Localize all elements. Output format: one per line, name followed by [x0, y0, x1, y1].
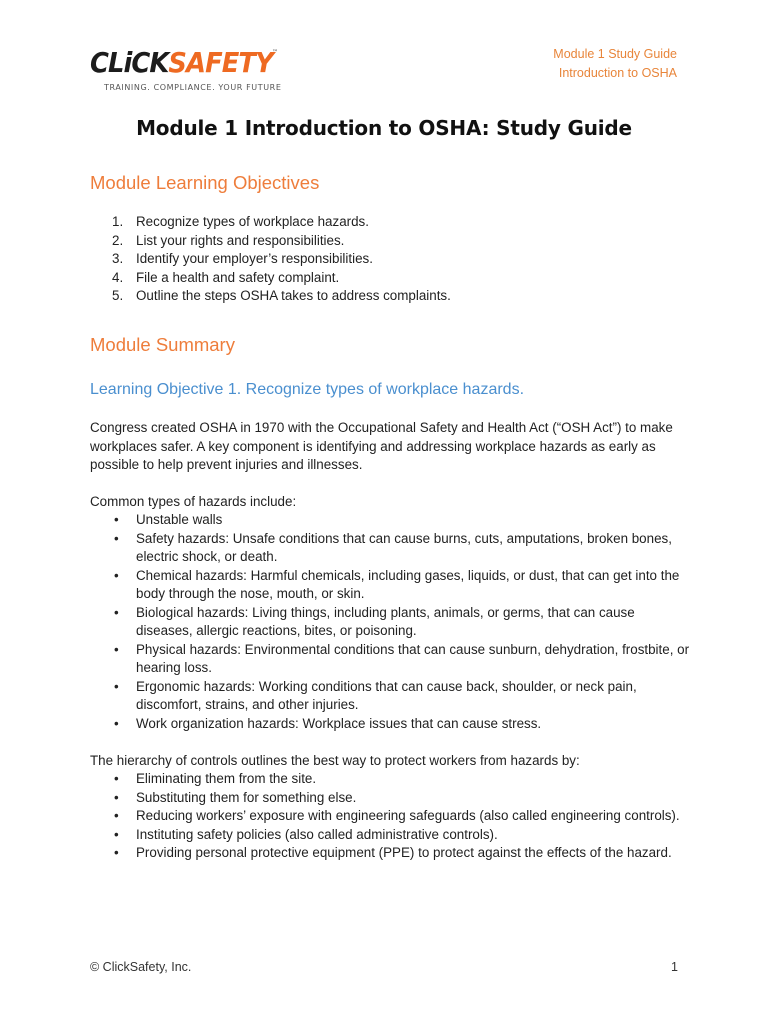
hazard-item: • Ergonomic hazards: Working conditions that can cause back, shoulder, or neck pain, discomfort, strains, and other injuries.	[90, 678, 690, 715]
control-item: • Eliminating them from the site.	[90, 770, 690, 789]
logo-word-click: CLiCK	[90, 46, 169, 79]
hazard-item: • Chemical hazards: Harmful chemicals, including gases, liquids, or dust, that can get into the body through the nose, mouth, or skin.	[90, 567, 690, 604]
objective-number: 1.	[112, 214, 124, 229]
hazards-lead: Common types of hazards include:	[90, 494, 297, 509]
hazard-item: • Work organization hazards: Workplace issues that can cause stress.	[90, 715, 690, 734]
controls-list	[90, 770, 690, 863]
objective-item	[90, 232, 690, 251]
logo-wordmark	[90, 46, 273, 80]
objectives-list	[90, 213, 690, 306]
objective-item	[90, 287, 690, 306]
control-item: • Providing personal protective equipment (PPE) to protect against the effects of the hazard.	[90, 844, 690, 863]
objective-number: 5.	[112, 288, 124, 303]
document-title: Module 1 Introduction to OSHA: Study Guide	[136, 116, 632, 140]
objective-text: Recognize types of workplace hazards.	[136, 214, 369, 229]
clicksafety-logo	[90, 46, 280, 96]
objective-text: Outline the steps OSHA takes to address complaints.	[136, 288, 451, 303]
header-line-module: Module 1 Study Guide	[553, 47, 677, 61]
logo-word-safety: SAFETY	[168, 46, 273, 79]
hazard-item: • Physical hazards: Environmental conditions that can cause sunburn, dehydration, frostbite, or hearing loss.	[90, 641, 690, 678]
logo-trademark: ™	[272, 49, 278, 56]
control-item: • Substituting them for something else.	[90, 789, 690, 808]
control-item: • Instituting safety policies (also called administrative controls).	[90, 826, 690, 845]
objective-text: Identify your employer’s responsibilities.	[136, 251, 373, 266]
objective-item	[90, 269, 690, 288]
control-item: • Reducing workers’ exposure with engineering safeguards (also called engineering controls).	[90, 807, 690, 826]
hazard-item: • Unstable walls	[90, 511, 690, 530]
hazard-item: • Biological hazards: Living things, including plants, animals, or germs, that can cause diseases, allergic reactions, bites, or poisoning.	[90, 604, 690, 641]
objective-number: 2.	[112, 232, 124, 248]
objective-number: 4.	[112, 269, 124, 285]
objective-item	[90, 250, 690, 269]
objective-number: 3.	[112, 251, 124, 266]
intro-paragraph: Congress created OSHA in 1970 with the Occupational Safety and Health Act (“OSH Act”) to make workplaces safer. A key component is identifying and addressing workplace hazards as early as possible to help prevent injuries and illnesses.	[90, 420, 673, 472]
header-line-topic: Introduction to OSHA	[558, 65, 677, 80]
summary-heading: Module Summary	[90, 334, 235, 355]
controls-lead: The hierarchy of controls outlines the best way to protect workers from hazards by:	[90, 753, 580, 768]
objectives-heading: Module Learning Objectives	[90, 172, 320, 193]
footer-copyright: © ClickSafety, Inc.	[90, 960, 192, 974]
objective-text: List your rights and responsibilities.	[136, 232, 345, 248]
objective-text: File a health and safety complaint.	[136, 269, 340, 285]
objective-item	[90, 213, 690, 232]
learning-objective-1-heading: Learning Objective 1. Recognize types of workplace hazards.	[90, 381, 525, 398]
running-header	[553, 45, 677, 82]
logo-tagline: TRAINING. COMPLIANCE. YOUR FUTURE	[104, 83, 282, 92]
hazards-list	[90, 511, 690, 733]
hazard-item: • Safety hazards: Unsafe conditions that can cause burns, cuts, amputations, broken bones, electric shock, or death.	[90, 530, 690, 567]
footer-page-number: 1	[671, 960, 678, 974]
